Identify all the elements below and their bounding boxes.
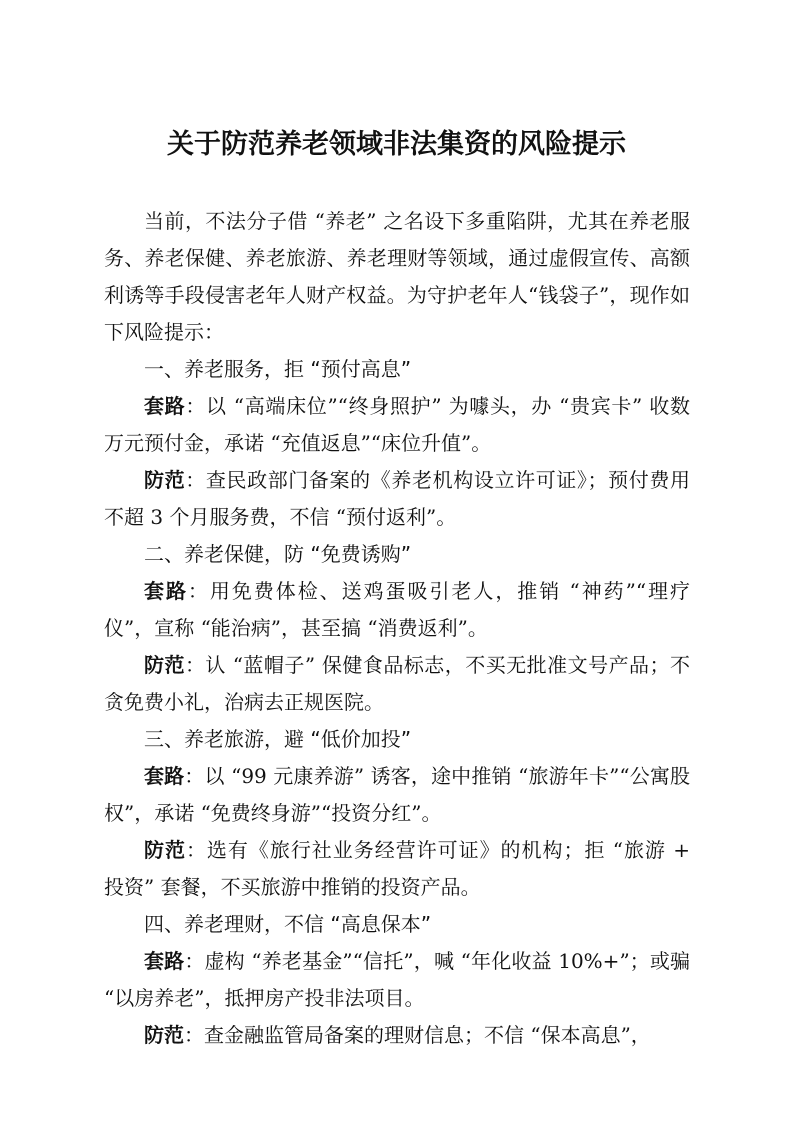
intro-paragraph: 当前，不法分子借 “养老” 之名设下多重陷阱，尤其在养老服务、养老保健、养老旅游、养老理财等领域，通过虚假宣传、高额利诱等手段侵害老年人财产权益。为守护老年人“钱袋子”，现作如下风险提示： bbox=[104, 209, 690, 344]
section-4-trick-paragraph bbox=[104, 943, 690, 1017]
document-title: 关于防范养老领域非法集资的风险提示 bbox=[167, 129, 626, 160]
trick-text: ：以 “高端床位”“终身照护” 为噱头，办 “贵宾卡” 收数万元预付金，承诺 “充值返息”“床位升值”。 bbox=[104, 394, 690, 455]
section-4-guard-paragraph bbox=[104, 1017, 690, 1054]
guard-text: ：认 “蓝帽子” 保健食品标志，不买无批准文号产品；不贪免费小礼，治病去正规医院。 bbox=[104, 653, 690, 714]
document-body bbox=[104, 203, 690, 1054]
trick-label: 套路 bbox=[144, 949, 185, 973]
section-heading-2: 二、养老保健，防 “免费诱购” bbox=[144, 542, 412, 566]
section-2-trick-paragraph bbox=[104, 573, 690, 647]
section-heading-1: 一、养老服务，拒 “预付高息” bbox=[144, 357, 412, 381]
trick-text: ：虚构 “养老基金”“信托”，喊 “年化收益 10%+”；或骗 “以房养老”，抵押房产投非法项目。 bbox=[104, 949, 690, 1010]
guard-label: 防范 bbox=[144, 838, 186, 862]
section-1-trick-paragraph bbox=[104, 388, 690, 462]
section-3-trick-paragraph bbox=[104, 758, 690, 832]
trick-label: 套路 bbox=[144, 579, 188, 603]
guard-text: ：查民政部门备案的《养老机构设立许可证》；预付费用不超 3 个月服务费，不信 “预付返利”。 bbox=[104, 468, 691, 529]
trick-label: 套路 bbox=[144, 764, 185, 788]
guard-label: 防范 bbox=[144, 1023, 184, 1047]
guard-label: 防范 bbox=[144, 468, 186, 492]
section-heading-4: 四、养老理财，不信 “高息保本” bbox=[144, 912, 432, 936]
guard-text: ：选有《旅行社业务经营许可证》的机构；拒 “旅游 + 投资” 套餐，不买旅游中推销的投资产品。 bbox=[104, 838, 690, 899]
section-1-guard-paragraph bbox=[104, 462, 690, 536]
guard-text: ：查金融监管局备案的理财信息；不信 “保本高息”， bbox=[184, 1023, 651, 1047]
trick-text: ：用免费体检、送鸡蛋吸引老人，推销 “神药”“理疗仪”，宣称 “能治病”，甚至搞 “消费返利”。 bbox=[104, 579, 691, 640]
section-3-guard-paragraph bbox=[104, 832, 690, 906]
section-heading-3: 三、养老旅游，避 “低价加投” bbox=[144, 727, 412, 751]
trick-label: 套路 bbox=[144, 394, 186, 418]
section-2-guard-paragraph bbox=[104, 647, 690, 721]
guard-label: 防范 bbox=[144, 653, 185, 677]
trick-text: ：以 “99 元康养游” 诱客，途中推销 “旅游年卡”“公寓股权”，承诺 “免费终身游”“投资分红”。 bbox=[104, 764, 690, 825]
